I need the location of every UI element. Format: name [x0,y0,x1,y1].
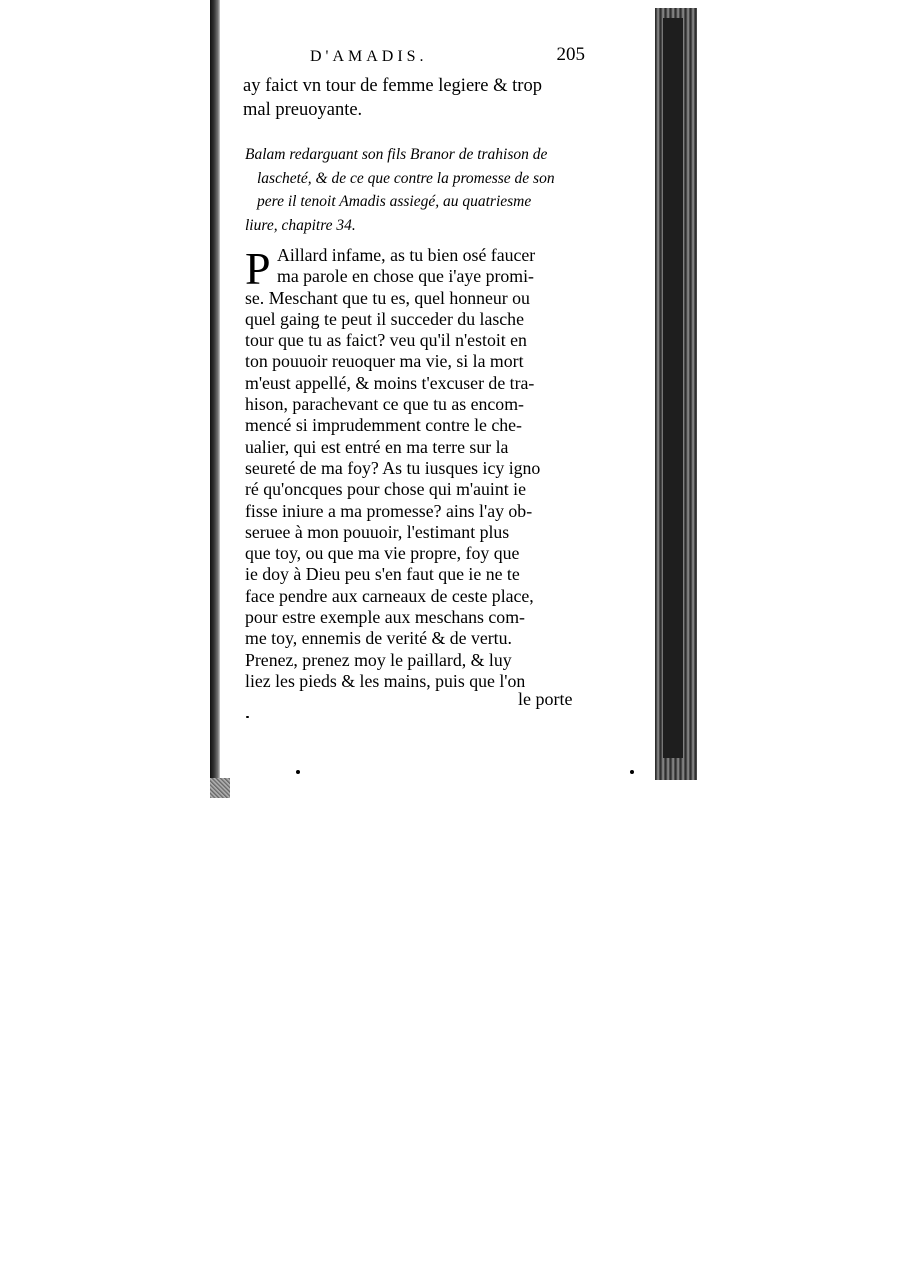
summary-line: pere il tenoit Amadis assiegé, au quatriesme [257,193,532,210]
text-line: hison, parachevant ce que tu as encom- [245,394,524,415]
text-line: mencé si imprudemment contre le che- [245,415,522,436]
ink-speck [630,770,634,774]
ink-speck [246,716,249,718]
ink-speck [296,770,300,774]
text-line: fisse iniure a ma promesse? ains l'ay ob- [245,500,533,521]
running-title: D'AMADIS. [310,48,428,65]
text-line: mal preuoyante. [243,100,363,120]
summary-line: Balam redarguant son fils Branor de trahison de [245,146,548,163]
book-spine-shadow [210,0,220,790]
text-line: Prenez, prenez moy le paillard, & luy [245,649,512,670]
drop-cap: P [245,243,271,294]
text-line: face pendre aux carneaux de ceste place, [245,585,534,606]
text-line: se. Meschant que tu es, quel honneur ou [245,287,530,308]
text-line: me toy, ennemis de verité & de vertu. [245,628,512,649]
catchword: le porte [518,689,573,709]
text-line: ré qu'oncques pour chose qui m'auint ie [245,479,526,500]
text-line: ay faict vn tour de femme legiere & trop [243,76,542,96]
text-line: m'eust appellé, & moins t'excuser de tra- [245,372,535,393]
text-line: pour estre exemple aux meschans com- [245,607,525,628]
page-block-edge [655,8,697,780]
scan-edge-bottom [210,778,230,798]
text-line: ie doy à Dieu peu s'en faut que ie ne te [245,564,520,585]
continuation-text [243,74,578,122]
text-line: ualier, qui est entré en ma terre sur la [245,436,509,457]
text-line: quel gaing te peut il succeder du lasche [245,308,524,329]
text-line: ma parole en chose que i'aye promi- [277,266,534,287]
text-line: Aillard infame, as tu bien osé faucer [277,245,536,265]
chapter-summary [245,143,585,237]
summary-line: liure, chapitre 34. [245,216,356,234]
text-line: ton pouuoir reuoquer ma vie, si la mort [245,351,524,372]
text-line: que toy, ou que ma vie propre, foy que [245,543,520,564]
text-line: seureté de ma foy? As tu iusques icy igno [245,457,541,478]
text-line: liez les pieds & les mains, puis que l'on [245,670,526,691]
body-text [245,245,582,692]
summary-line: lascheté, & de ce que contre la promesse de son [257,169,555,187]
text-line: seruee à mon pouuoir, l'estimant plus [245,521,510,542]
page-number: 205 [556,44,585,65]
text-line: tour que tu as faict? veu qu'il n'estoit en [245,330,527,351]
